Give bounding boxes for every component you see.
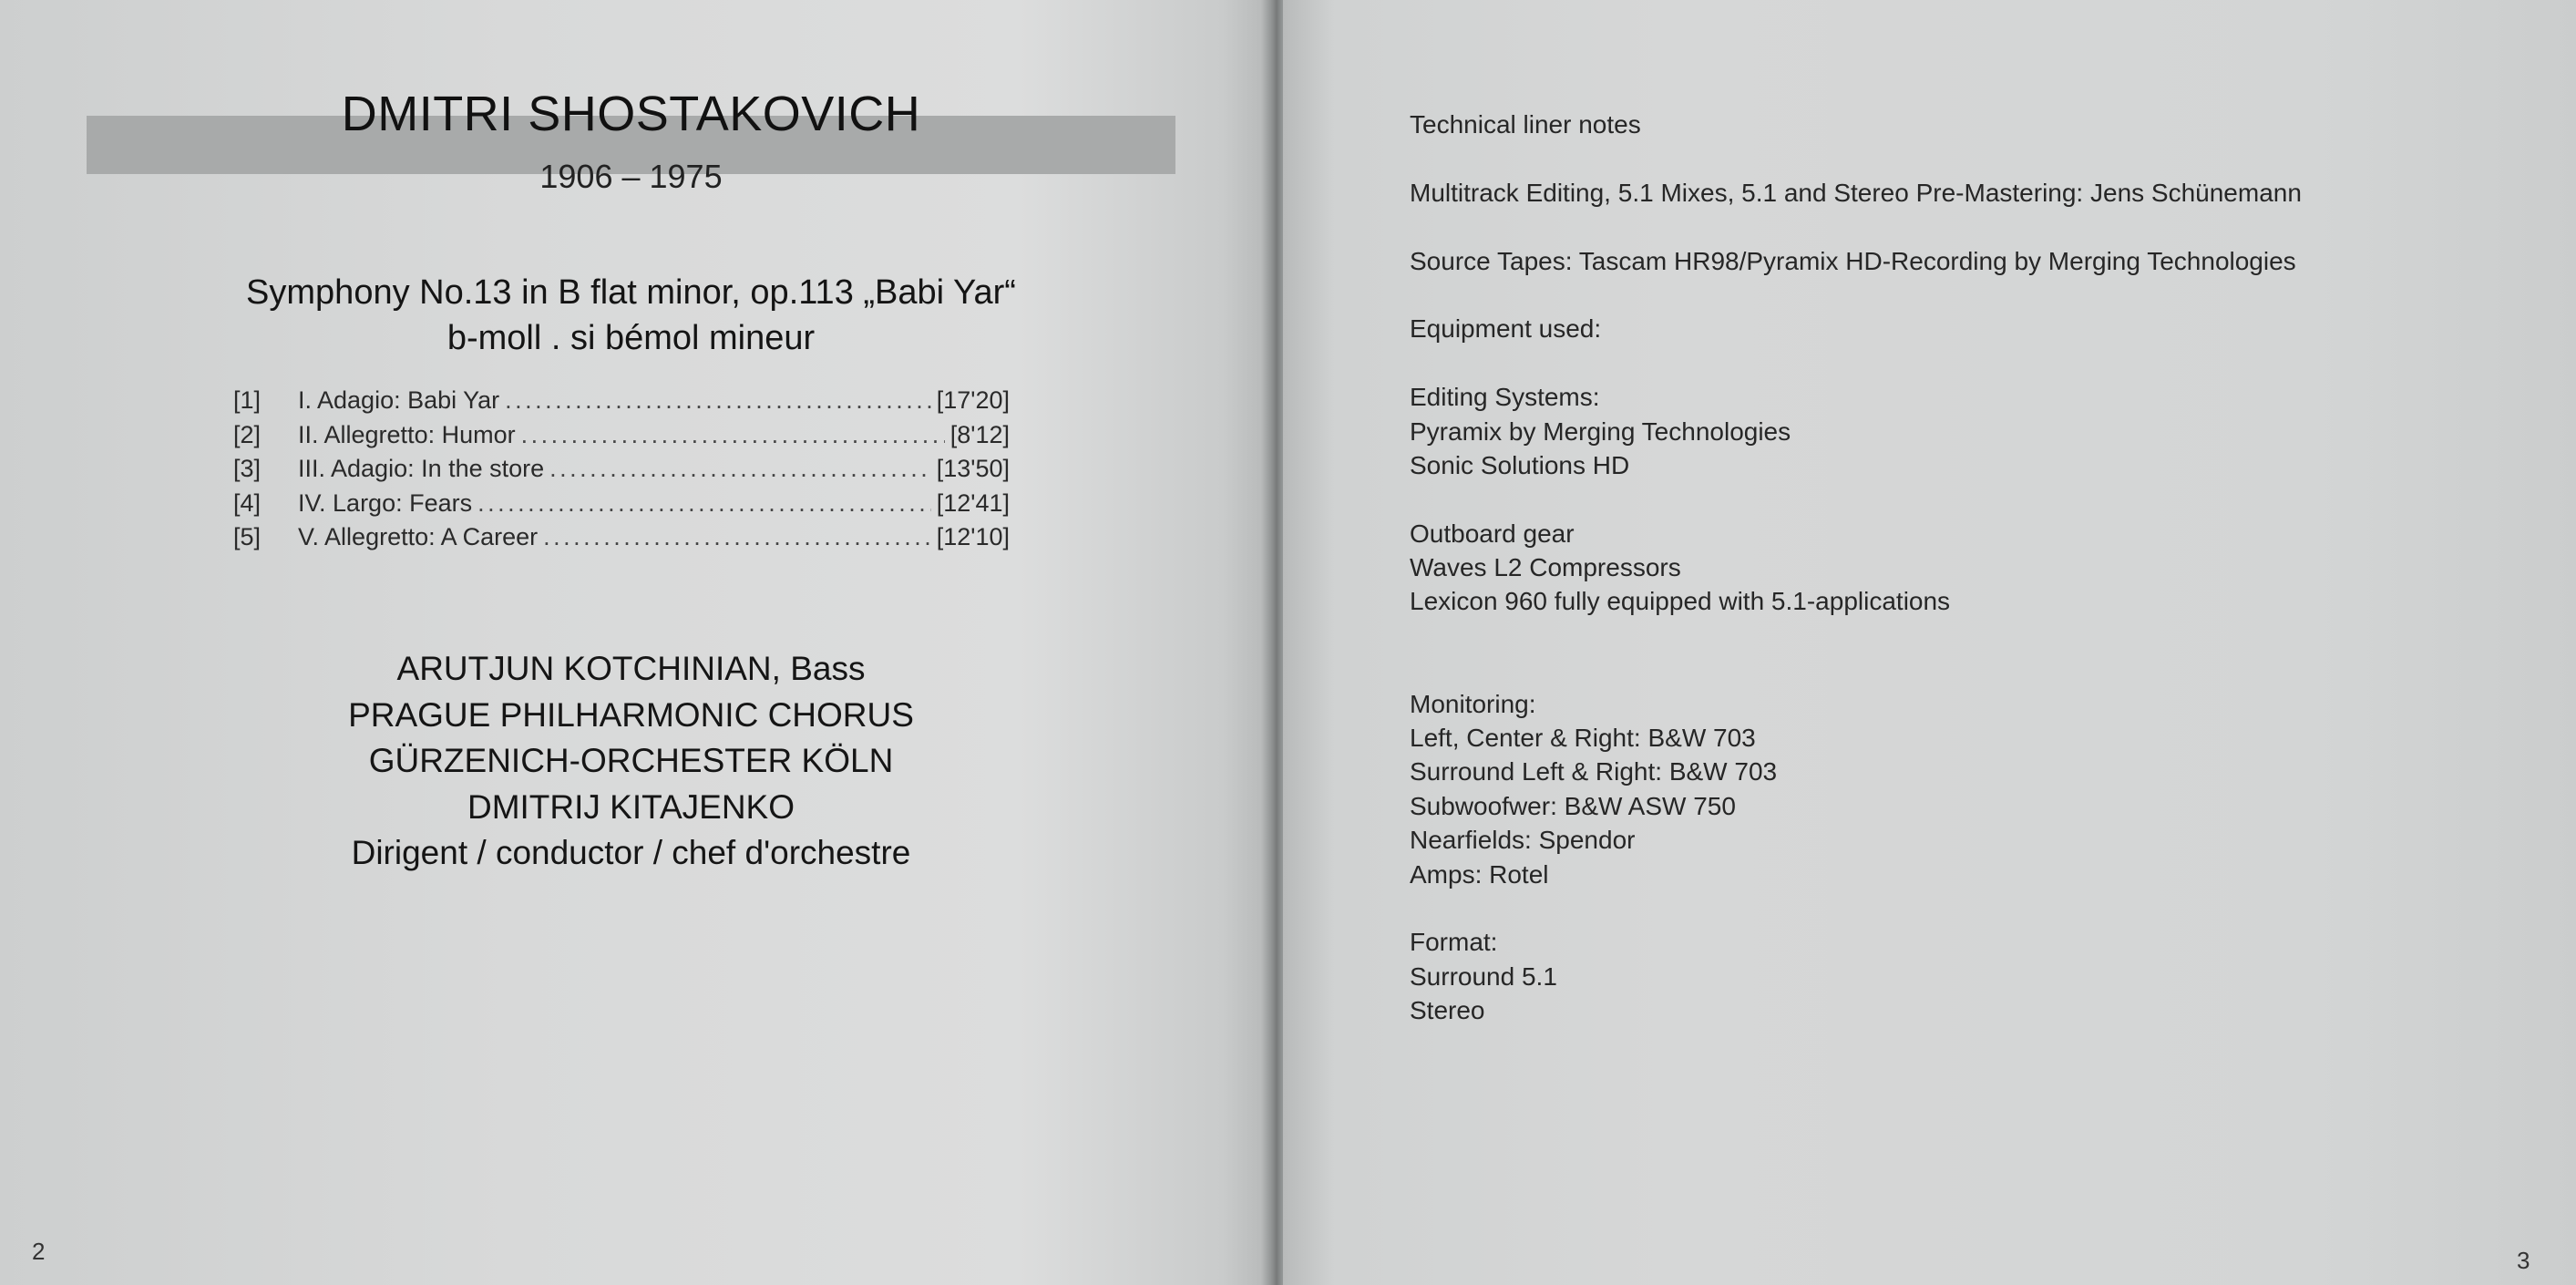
editing-system-item: Sonic Solutions HD [1410,450,1630,479]
spacer [1410,278,2503,312]
spacer [1410,346,2503,380]
editing-system-item: Pyramix by Merging Technologies [1410,416,1791,446]
work-title: Symphony No.13 in B flat minor, op.113 „Babi Yar“ [246,273,1016,312]
format-item: Surround 5.1 [1410,961,1557,991]
monitoring-item: Amps: Rotel [1410,859,1549,889]
track-number: [1] [233,386,262,414]
format-heading: Format: [1410,928,1498,957]
notes-heading: Technical liner notes [1410,110,1641,139]
soloist-credit: ARUTJUN KOTCHINIAN, Bass [396,650,866,687]
track-row [233,489,1010,524]
dot-leader [549,455,931,483]
spacer [1410,619,2503,653]
editing-systems-heading: Editing Systems: [1410,383,1600,412]
monitoring-item: Nearfields: Spendor [1410,826,1636,855]
composer-name: DMITRI SHOSTAKOVICH [341,87,921,141]
track-row [233,386,1010,421]
editing-credit: Multitrack Editing, 5.1 Mixes, 5.1 and Stereo Pre-Mastering: Jens Schünemann [1410,178,2302,207]
spacer [1410,482,2503,516]
track-duration: [13'50] [936,455,1010,482]
conductor-name: DMITRIJ KITAJENKO [467,787,795,826]
composer-years: 1906 – 1975 [539,158,723,195]
track-list [233,386,1010,558]
technical-notes [1410,108,2503,1028]
track-title: III. Adagio: In the store [298,455,545,482]
spacer [1410,653,2503,686]
page-number-left: 2 [32,1238,46,1265]
orchestra-credit: GÜRZENICH-ORCHESTER KÖLN [368,742,894,779]
track-duration: [17'20] [936,386,1010,414]
performer-credits [87,646,1175,877]
dot-leader [505,386,931,415]
dot-leader [543,523,931,551]
track-title: IV. Largo: Fears [298,488,473,517]
spacer [1410,141,2503,175]
monitoring-item: Subwoofwer: B&W ASW 750 [1410,791,1736,820]
outboard-item: Lexicon 960 fully equipped with 5.1-applications [1410,587,1951,616]
outboard-item: Waves L2 Compressors [1410,553,1681,582]
track-number: [4] [233,488,262,517]
track-number: [5] [233,523,262,550]
source-tapes: Source Tapes: Tascam HR98/Pyramix HD-Recording by Merging Technologies [1410,246,2296,275]
outboard-heading: Outboard gear [1410,519,1575,548]
monitoring-item: Left, Center & Right: B&W 703 [1410,724,1756,753]
conductor-role: Dirigent / conductor / chef d'orchestre [351,834,911,871]
track-title: V. Allegretto: A Career [298,523,539,550]
track-row [233,455,1010,489]
spacer [1410,210,2503,243]
dot-leader [521,421,945,449]
track-number: [3] [233,455,262,482]
monitoring-item: Surround Left & Right: B&W 703 [1410,757,1778,786]
page-number-right: 3 [2517,1247,2530,1274]
track-duration: [12'10] [936,523,1010,550]
track-title: II. Allegretto: Humor [298,420,516,448]
track-row [233,421,1010,456]
equipment-heading: Equipment used: [1410,314,1602,344]
track-row [233,523,1010,558]
format-item: Stereo [1410,996,1485,1025]
spacer [1410,891,2503,925]
track-duration: [8'12] [949,420,1010,448]
work-key: b-moll . si bémol mineur [446,319,816,357]
monitoring-heading: Monitoring: [1410,689,1536,718]
dot-leader [477,489,931,518]
track-title: I. Adagio: Babi Yar [298,386,500,414]
track-duration: [12'41] [936,488,1010,517]
chorus-credit: PRAGUE PHILHARMONIC CHORUS [348,695,914,734]
track-number: [2] [233,420,262,448]
left-page [0,0,1274,1285]
